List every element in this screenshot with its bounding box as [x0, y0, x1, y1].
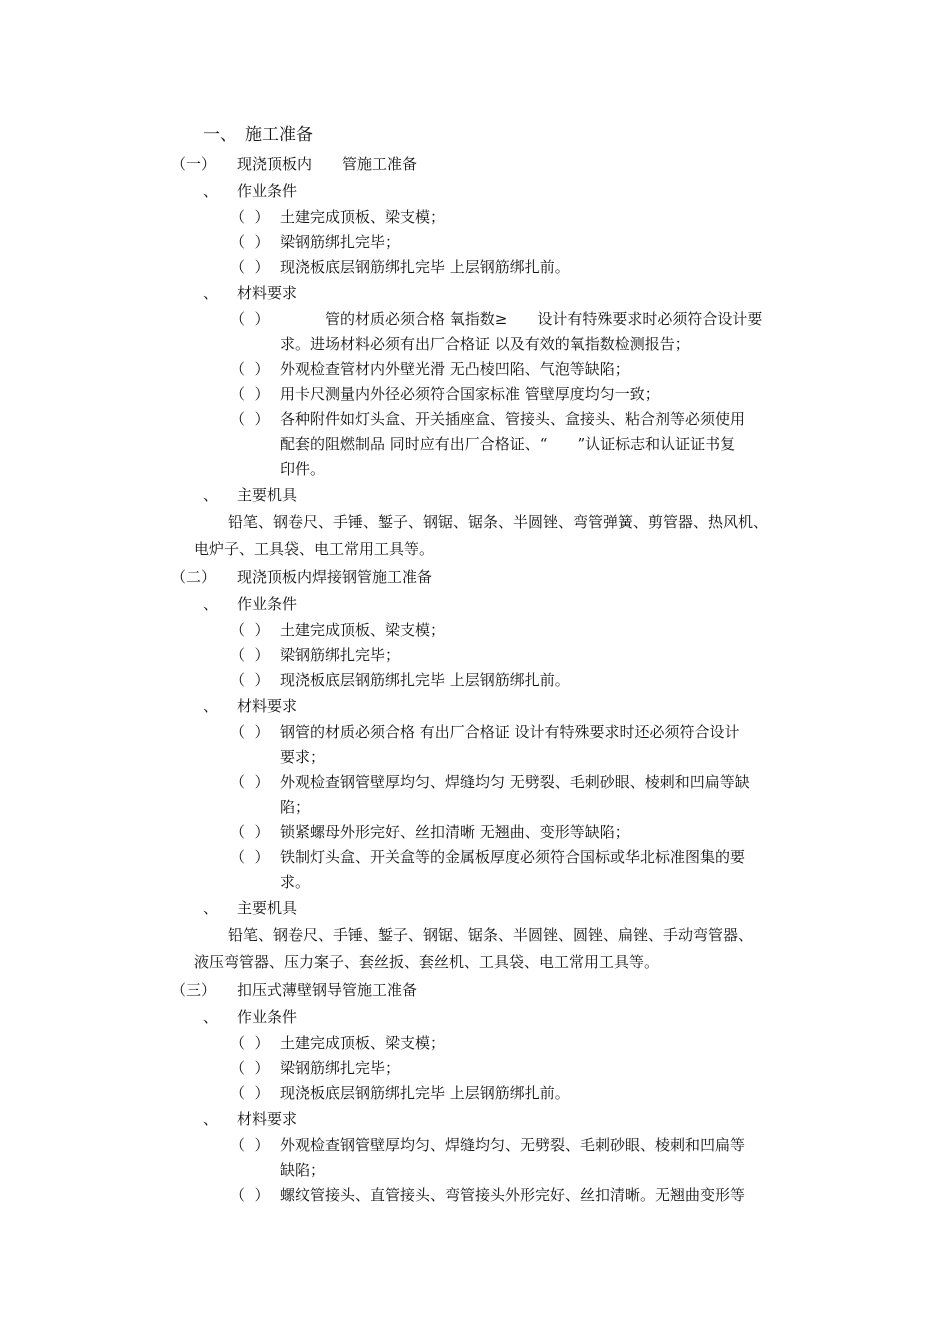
item-number: （ ） — [230, 1059, 270, 1077]
item-text: 螺纹管接头、直管接头、弯管接头外形完好、丝扣清晰。无翘曲变形等 — [280, 1186, 746, 1204]
item-number: （ ） — [230, 1034, 270, 1052]
item-text: 现浇板底层钢筋绑扎完毕 上层钢筋绑扎前。 — [280, 258, 570, 276]
item-number: （ ） — [230, 310, 270, 328]
subsection-title: 材料要求 — [237, 284, 298, 302]
subsection-number: 、 — [203, 697, 219, 715]
item-number: （ ） — [230, 621, 270, 639]
subsection-title: 主要机具 — [237, 486, 298, 504]
subsection-title: 主要机具 — [237, 899, 298, 917]
item-text-continued: 缺陷； — [280, 1161, 326, 1179]
item-number: （ ） — [230, 773, 270, 791]
subsection-number: 、 — [203, 899, 219, 917]
subsection-title: 作业条件 — [237, 595, 298, 613]
item-text-continued: 要求； — [280, 748, 326, 766]
subsection-number: 、 — [203, 486, 219, 504]
item-number: （ ） — [230, 823, 270, 841]
item-text: 铁制灯头盒、开关盒等的金属板厚度必须符合国标或华北标准图集的要 — [280, 848, 746, 866]
subsection-title: 材料要求 — [237, 1110, 298, 1128]
item-text: 管的材质必须合格 氧指数≥ 设计有特殊要求时必须符合设计要 — [280, 310, 763, 328]
item-number: （ ） — [230, 1084, 270, 1102]
section-title: 现浇顶板内 管施工准备 — [237, 155, 418, 173]
section-number: （三） — [171, 981, 217, 999]
item-text-continued: 印件。 — [280, 460, 326, 478]
item-number: （ ） — [230, 1186, 270, 1204]
subsection-title: 作业条件 — [237, 1008, 298, 1026]
item-number: （ ） — [230, 258, 270, 276]
item-text: 外观检查钢管壁厚均匀、焊缝均匀 无劈裂、毛刺砂眼、棱刺和凹扁等缺 — [280, 773, 750, 791]
section-number: （一） — [171, 155, 217, 173]
paragraph-line: 液压弯管器、压力案子、套丝扳、套丝机、工具袋、电工常用工具等。 — [194, 953, 660, 971]
item-number: （ ） — [230, 233, 270, 251]
item-number: （ ） — [230, 671, 270, 689]
section-title: 扣压式薄壁钢导管施工准备 — [237, 981, 418, 999]
item-number: （ ） — [230, 723, 270, 741]
item-text: 梁钢筋绑扎完毕； — [280, 646, 401, 664]
subsection-number: 、 — [203, 284, 219, 302]
item-text: 外观检查钢管壁厚均匀、焊缝均匀、无劈裂、毛刺砂眼、棱刺和凹扁等 — [280, 1136, 746, 1154]
item-text: 梁钢筋绑扎完毕； — [280, 233, 401, 251]
item-number: （ ） — [230, 208, 270, 226]
item-text: 土建完成顶板、梁支模； — [280, 208, 446, 226]
item-text-continued: 求。进场材料必须有出厂合格证 以及有效的氧指数检测报告； — [280, 335, 690, 353]
paragraph-line: 电炉子、工具袋、电工常用工具等。 — [194, 540, 435, 558]
item-text: 梁钢筋绑扎完毕； — [280, 1059, 401, 1077]
item-text: 用卡尺测量内外径必须符合国家标准 管壁厚度均匀一致； — [280, 385, 660, 403]
item-text: 现浇板底层钢筋绑扎完毕 上层钢筋绑扎前。 — [280, 1084, 570, 1102]
item-text: 各种附件如灯头盒、开关插座盒、管接头、盒接头、粘合剂等必须使用 — [280, 410, 746, 428]
heading-number: 一、 — [203, 125, 237, 145]
item-number: （ ） — [230, 848, 270, 866]
paragraph-line: 铅笔、钢卷尺、手锤、錾子、钢锯、锯条、半圆锉、圆锉、扁锉、手动弯管器、 — [228, 926, 754, 944]
item-number: （ ） — [230, 646, 270, 664]
subsection-number: 、 — [203, 595, 219, 613]
paragraph-line: 铅笔、钢卷尺、手锤、錾子、钢锯、锯条、半圆锉、弯管弹簧、剪管器、热风机、 — [228, 513, 769, 531]
item-text: 钢管的材质必须合格 有出厂合格证 设计有特殊要求时还必须符合设计 — [280, 723, 740, 741]
item-text-continued: 配套的阻燃制品 同时应有出厂合格证、“ ”认证标志和认证证书复 — [280, 435, 736, 453]
subsection-title: 作业条件 — [237, 182, 298, 200]
item-text-continued: 陷； — [280, 798, 311, 816]
subsection-number: 、 — [203, 1110, 219, 1128]
item-text: 土建完成顶板、梁支模； — [280, 621, 446, 639]
subsection-number: 、 — [203, 1008, 219, 1026]
item-number: （ ） — [230, 385, 270, 403]
item-number: （ ） — [230, 360, 270, 378]
page-heading: 施工准备 — [245, 125, 313, 145]
subsection-title: 材料要求 — [237, 697, 298, 715]
section-title: 现浇顶板内焊接钢管施工准备 — [237, 568, 433, 586]
subsection-number: 、 — [203, 182, 219, 200]
section-number: （二） — [171, 568, 217, 586]
item-text: 土建完成顶板、梁支模； — [280, 1034, 446, 1052]
item-text-continued: 求。 — [280, 873, 311, 891]
item-text: 锁紧螺母外形完好、丝扣清晰 无翘曲、变形等缺陷； — [280, 823, 630, 841]
item-text: 外观检查管材内外壁光滑 无凸棱凹陷、气泡等缺陷； — [280, 360, 630, 378]
item-number: （ ） — [230, 410, 270, 428]
item-number: （ ） — [230, 1136, 270, 1154]
item-text: 现浇板底层钢筋绑扎完毕 上层钢筋绑扎前。 — [280, 671, 570, 689]
